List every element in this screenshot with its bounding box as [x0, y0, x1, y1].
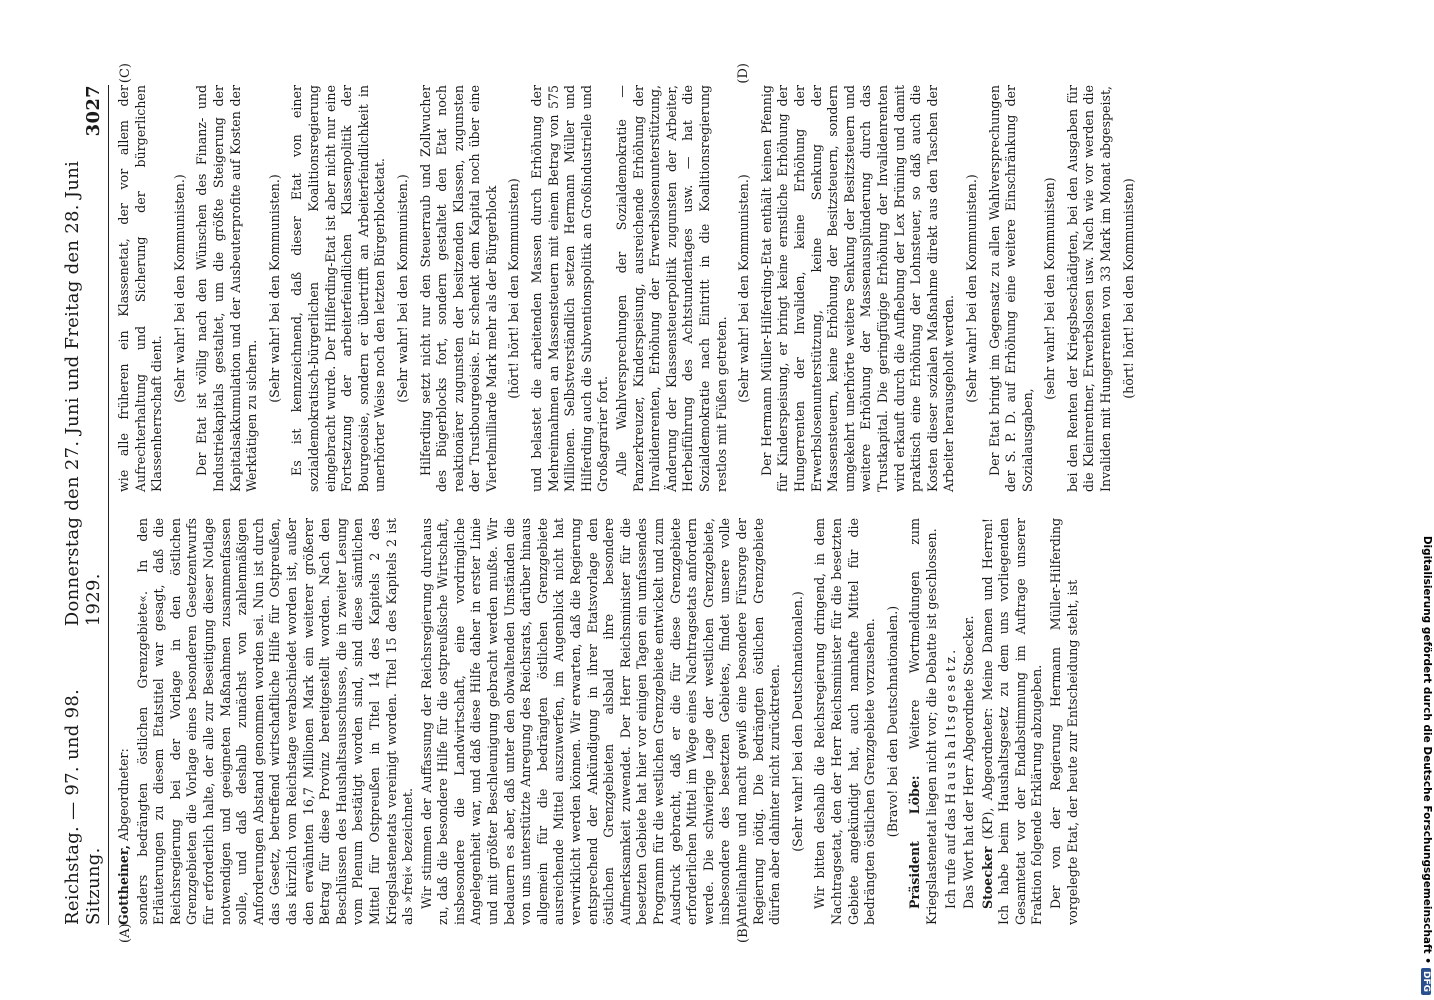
paragraph: wie alle früheren ein Klassenetat, der vor allem der Aufrechterhaltung und Sicherung der bürgerlichen Klassenherrschaft dient.: [116, 85, 165, 492]
document-page: [60, 65, 1390, 945]
paragraph: Hilferding setzt nicht nur den Steuerraub und Zollwucher des Bügerblocks fort, sondern gestaltet den Etat noch reaktionärer zugunsten der besitzenden Klassen, zugunsten der Trustbourgeoisie. Er schenkt dem Kapital noch über eine Viertelmilliarde Mark mehr als der Bürgerblock: [417, 85, 499, 492]
speech-text: (KP), Abgeordneter: Meine Damen und Herren! Ich habe beim Haushaltsgesetz zu dem uns vorliegenden Gesamtetat vor der Endabstimmung im Auftrage unserer Fraktion folgende Erklärung abzugeben.: [979, 518, 1045, 925]
paragraph: [907, 518, 940, 925]
speech-text: Ich rufe auf das: [942, 804, 958, 909]
interjection: (Sehr wahr! bei den Kommunisten.): [171, 174, 187, 403]
speaker-name: Stoecker: [979, 846, 995, 909]
digitization-credit: [1419, 5, 1433, 995]
paragraph: Der Hermann Müller-Hilferding-Etat enthält keinen Pfennig für Kinderspeisung, er bringt keine ernstliche Erhöhung der Hungerrenten der Invaliden, keine Erhöhung der Erwerbslosenunterstützung, keine Senkung der Massensteuern, keine Erhöhung der Besitzsteuern, sondern umgekehrt unerhörte weitere Senkung der Besitzsteuern und weitere Erhöhung der Massenausplünderung durch das Trustkapital. Die geringfügige Erhöhung der Invalidenrenten wird erkauft durch die Aufhebung der Lex Brüning und damit praktisch eine Erhöhung der Lohnsteuer, so daß auch die Kosten dieser sozialen Maßnahme direkt aus den Taschen der Arbeiter herausgeholt werden.: [758, 85, 957, 492]
paragraph: [980, 518, 1046, 925]
interjection: (Sehr wahr! bei den Kommunisten.): [963, 174, 979, 403]
header-center: Donnerstag den 27. Juni und Freitag den 28. Juni 1929.: [62, 160, 104, 627]
interjection: (Sehr wahr! bei den Kommunisten.): [394, 174, 410, 403]
paragraph: Wir bitten deshalb die Reichsregierung dringend, in dem Nachtragsetat, den der Herr Reichsminister für die besetzten Gebiete angekündigt hat, auch namhafte Mittel für die bedrängten östlichen Grenzgebiete vorzusehen.: [812, 518, 878, 925]
paragraph: Der Etat ist völlig nach den Wünschen des Finanz- und Industriekapitals gestaltet, um die größte Steigerung der Kapitalsakkumulation und der Ausbeuterprofite auf Kosten der Werktätigen zu sichern.: [194, 85, 260, 492]
interjection: (Sehr wahr! bei den Kommunisten.): [266, 174, 282, 403]
paragraph: Das Wort hat der Herr Abgeordnete Stoecker.: [961, 615, 977, 909]
interjection: (hört! hört! bei den Kommunisten): [1120, 178, 1136, 399]
interjection: (Sehr wahr! bei den Deutschnationalen.): [789, 591, 805, 852]
margin-marker-b: (B): [736, 923, 751, 943]
paragraph: und belastet die arbeitenden Massen durch Erhöhung der Mehreinnahmen an Massensteuern mit einem Betrag von 575 Millionen. Selbstverständlich setzen Hermann Müller und Hilferding auch die Subventionspolitik an Großindustrielle und Großagrarier fort.: [529, 85, 611, 492]
margin-marker-d: (D): [736, 63, 751, 84]
header-left: Reichstag. — 97. und 98. Sitzung.: [62, 688, 104, 925]
interjection: (Bravo! bei den Deutschnationalen.): [884, 605, 900, 838]
margin-marker-a: (A): [118, 923, 133, 943]
paragraph: Alle Wahlversprechungen der Sozialdemokratie — Panzerkreuzer, Kinderspeisung, ausreichende Erhöhung der Invalidenrenten, Erhöhung der Erwerbslosenunterstützung, Änderung der Klassensteuerpolitik zugunsten der Arbeiter, Herbeiführung des Achtstundentages usw. — hat die Sozialdemokratie nach Eintritt in die Koalitionsregierung restlos mit Füßen getreten.: [614, 85, 729, 492]
speaker-name: Gottheiner,: [116, 844, 131, 925]
dfg-logo: DFG: [1421, 968, 1431, 995]
column-right: [116, 63, 1380, 492]
margin-marker-c: (C): [118, 63, 133, 84]
speaker-role: Abgeordneter:: [116, 748, 131, 845]
page-number: 3027: [83, 85, 104, 137]
column-left: [116, 518, 1380, 943]
speaker-name: Präsident Löbe:: [907, 775, 923, 909]
paragraph: Der Etat bringt im Gegensatz zu allen Wahlversprechungen der S. P. D. auf Erhöhung eine weitere Einschränkung der Sozialausgaben,: [986, 85, 1035, 492]
paragraph: bei den Renten der Kriegsbeschädigten, bei den Ausgaben für die Kleinrentner, Erwerbslosen usw. Nach wie vor werden die Invaliden mit Hungerrenten von 33 Mark im Monat abgespeist,: [1064, 85, 1114, 492]
page-header: [60, 85, 109, 925]
interjection: (hört! hört! bei den Kommunisten): [506, 178, 522, 399]
paragraph: Es ist kennzeichnend, daß dieser Etat von einer sozialdemokratisch-bürgerlichen Koalitionsregierung eingebracht wurde. Der Hilferding-Etat ist aber nicht nur eine Fortsetzung der arbeiterfeindlichen Klassenpolitik der Bourgeoisie, sondern er übertrifft an Arbeiterfeindlichkeit in unerhörter Weise noch den letzten Bürgerblocketat.: [289, 85, 388, 492]
paragraph: [943, 518, 960, 925]
paragraph: sonders bedrängten östlichen Grenzgebiete«. In den Erläuterungen zu diesem Etatstitel war gesagt, daß die Reichsregierung bei der Vorlage in den östlichen Grenzgebieten die Vorlage eines besonderen Gesetzentwurfs für erforderlich halte, der alle zur Beseitigung dieser Notlage notwendigen und geeigneten Maßnahmen zusammenfassen solle, und daß deshalb zunächst von zahlenmäßigen Anforderungen Abstand genommen worden sei. Nun ist durch das Gesetz, betreffend wirtschaftliche Hilfe für Ostpreußen, das kürzlich vom Reichstage verabschiedet worden ist, außer den erwähnten 16,7 Millionen Mark ein weiterer größerer Betrag für diese Provinz bereitgestellt worden. Nach den Beschlüssen des Haushaltsausschusses, die in zweiter Lesung vom Plenum bestätigt worden sind, sind diese sämtlichen Mittel für Ostpreußen in Titel 14 des Kapitels 2 des Kriegslastenetats vereinigt worden. Titel 15 des Kapitels 2 ist als »frei« bezeichnet.: [134, 518, 416, 925]
interjection: (sehr wahr! bei den Kommunisten): [1042, 177, 1058, 400]
paragraph: [116, 518, 133, 925]
speech-text: Weitere Wortmeldungen zum Kriegslastenetat liegen nicht vor; die Debatte ist geschlossen.: [907, 518, 939, 925]
credit-text: Digitalisierung gefördert durch die Deutsche Forschungsgemeinschaft •: [1421, 535, 1433, 964]
agenda-item: Haushaltsgesetz.: [942, 646, 958, 805]
paragraph: Wir stimmen der Auffassung der Reichsregierung durchaus zu, daß die besondere Hilfe für die ostpreußische Wirtschaft, insbesondere die Landwirtschaft, eine vordringliche Angelegenheit war, und daß diese Hilfe daher in erster Linie und mit größter Beschleunigung gebracht werden mußte. Wir bedauern es aber, daß unter den obwaltenden Umständen die von uns unterstützte Anregung des Reichsrats, darüber hinaus allgemein für die bedrängten östlichen Grenzgebiete ausreichende Mittel auszuwerfen, im Augenblick nicht hat verwirklicht werden können. Wir erwarten, daß die Regierung entsprechend der Ankündigung in ihrer Etatsvorlage den östlichen Grenzgebieten alsbald ihre besondere Aufmerksamkeit zuwendet. Der Herr Reichsminister für die besetzten Gebiete hat hier vor einigen Tagen ein umfassendes Programm für die westlichen Grenzgebiete entwickelt und zum Ausdruck gebracht, daß er die für diese Grenzgebiete erforderlichen Mittel im Wege eines Nachtragsetats anfordern werde. Die schwierige Lage der westlichen Grenzgebiete, insbesondere des besetzten Gebietes, findet unsere volle Anteilnahme und macht gewiß eine besondere Fürsorge der Regierung nötig. Die bedrängten östlichen Grenzgebiete dürfen aber dahinter nicht zurücktreten.: [418, 518, 783, 925]
interjection: (Sehr wahr! bei den Kommunisten.): [736, 174, 752, 403]
text-columns: [116, 63, 1380, 943]
paragraph: Der von der Regierung Hermann Müller-Hilferding vorgelegte Etat, der heute zur Entscheidung steht, ist: [1048, 518, 1080, 925]
